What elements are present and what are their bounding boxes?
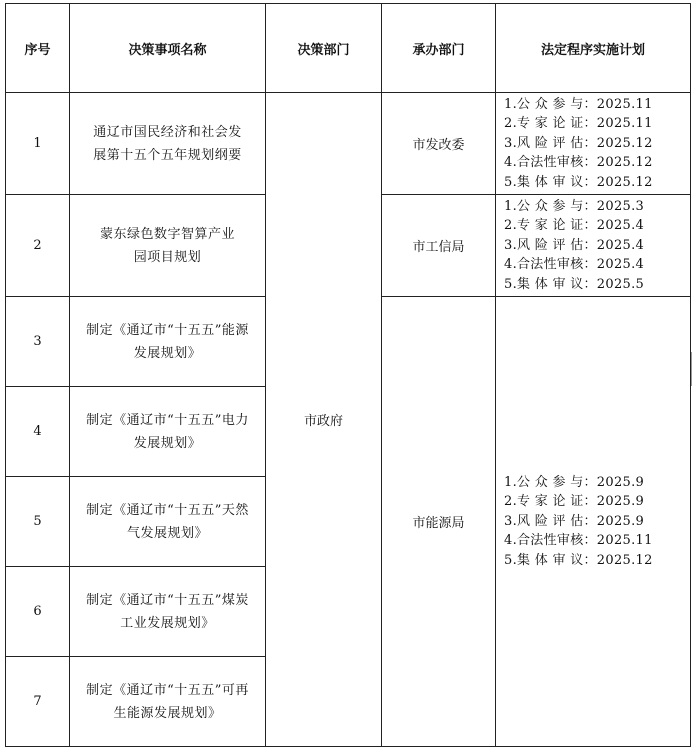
plan-step: 1.公 众 参 与：2025.9 xyxy=(504,474,645,490)
header-row xyxy=(6,4,691,93)
plan-step: 4.合法性审核：2025.12 xyxy=(504,155,653,171)
plan-cell xyxy=(496,93,691,195)
plan-step: 3.风 险 评 估：2025.9 xyxy=(504,513,645,529)
header-no: 序号 xyxy=(6,4,70,93)
plan-step: 5.集 体 审 议：2025.12 xyxy=(504,174,653,190)
host-dept-cell: 市工信局 xyxy=(382,195,496,297)
plan-step: 1.公 众 参 与：2025.3 xyxy=(504,198,645,214)
plan-cell xyxy=(496,195,691,297)
row-number: 1 xyxy=(6,93,70,195)
row-number: 7 xyxy=(6,657,70,747)
plan-cell xyxy=(496,297,691,747)
decision-table xyxy=(5,3,691,747)
row-number: 2 xyxy=(6,195,70,297)
item-name: 制定《通辽市“十五五”煤炭 工业发展规划》 xyxy=(70,567,266,657)
item-name: 蒙东绿色数字智算产业 园项目规划 xyxy=(70,195,266,297)
item-name: 制定《通辽市“十五五”可再 生能源发展规划》 xyxy=(70,657,266,747)
item-name: 制定《通辽市“十五五”电力 发展规划》 xyxy=(70,387,266,477)
header-decision-dept: 决策部门 xyxy=(266,4,382,93)
host-dept-cell: 市能源局 xyxy=(382,297,496,747)
plan-step: 2.专 家 论 证：2025.9 xyxy=(504,494,645,510)
item-name: 通辽市国民经济和社会发 展第十五个五年规划纲要 xyxy=(70,93,266,195)
plan-step: 5.集 体 审 议：2025.5 xyxy=(504,276,645,292)
table-row xyxy=(6,93,691,195)
item-name: 制定《通辽市“十五五”天然 气发展规划》 xyxy=(70,477,266,567)
plan-step: 5.集 体 审 议：2025.12 xyxy=(504,552,653,568)
plan-step: 3.风 险 评 估：2025.4 xyxy=(504,237,645,253)
item-name: 制定《通辽市“十五五”能源 发展规划》 xyxy=(70,297,266,387)
row-number: 6 xyxy=(6,567,70,657)
plan-step: 4.合法性审核：2025.4 xyxy=(504,257,645,273)
row-number: 5 xyxy=(6,477,70,567)
plan-step: 2.专 家 论 证：2025.4 xyxy=(504,218,645,234)
plan-step: 4.合法性审核：2025.11 xyxy=(504,533,653,549)
header-plan: 法定程序实施计划 xyxy=(496,4,691,93)
plan-step: 2.专 家 论 证：2025.11 xyxy=(504,116,653,132)
decision-dept-cell: 市政府 xyxy=(266,93,382,747)
row-number: 4 xyxy=(6,387,70,477)
plan-step: 1.公 众 参 与：2025.11 xyxy=(504,96,653,112)
host-dept-cell: 市发改委 xyxy=(382,93,496,195)
plan-step: 3.风 险 评 估：2025.12 xyxy=(504,135,653,151)
header-item-name: 决策事项名称 xyxy=(70,4,266,93)
header-host-dept: 承办部门 xyxy=(382,4,496,93)
row-number: 3 xyxy=(6,297,70,387)
